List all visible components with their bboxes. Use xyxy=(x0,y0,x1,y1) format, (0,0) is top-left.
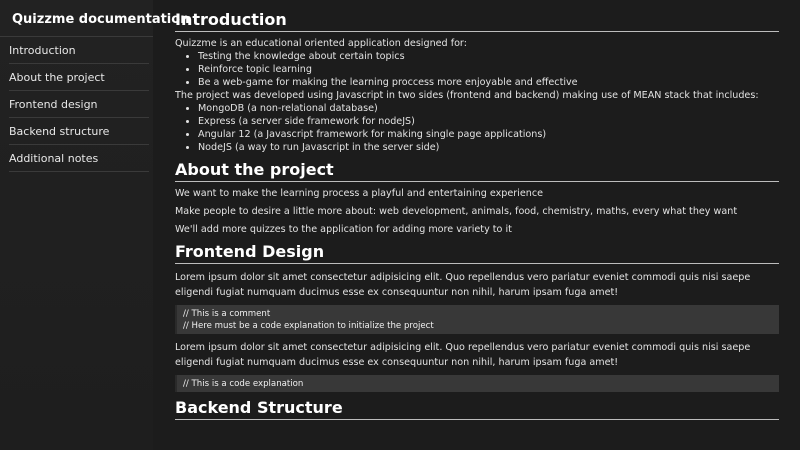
stack-list xyxy=(175,102,779,154)
frontend-title: Frontend Design xyxy=(175,242,779,264)
sidebar-link-backend-structure[interactable]: Backend structure xyxy=(9,125,110,138)
sidebar-item-additional-notes xyxy=(9,145,149,172)
backend-section xyxy=(175,398,779,420)
backend-title: Backend Structure xyxy=(175,398,779,420)
list-item: • NodeJS (a way to run Javascript in the server side) xyxy=(198,141,779,154)
list-item: • Express (a server side framework for nodeJS) xyxy=(198,115,779,128)
lorem-paragraph: Lorem ipsum dolor sit amet consectetur adipisicing elit. Quo repellendus vero pariatur eveniet commodi quis nisi saepe eligendi fugiat numquam ducimus esse ex consequuntur non nihil, harum ipsam fuga amet! xyxy=(175,342,751,368)
code-block xyxy=(175,305,779,334)
purpose-list xyxy=(175,50,779,89)
about-section xyxy=(175,160,779,236)
list-item: • Reinforce topic learning xyxy=(198,63,779,76)
sidebar-nav xyxy=(0,37,153,172)
sidebar-link-about-the-project[interactable]: About the project xyxy=(9,71,105,84)
frontend-section xyxy=(175,242,779,392)
code-block xyxy=(175,375,779,392)
about-line: Make people to desire a little more about: web development, animals, food, chemistry, maths, every what they want xyxy=(175,206,738,217)
introduction-title: Introduction xyxy=(175,10,779,32)
introduction-paragraph: Quizzme is an educational oriented application designed for: xyxy=(175,38,467,49)
about-line: We'll add more quizzes to the application for adding more variety to it xyxy=(175,224,512,235)
list-item: • Angular 12 (a Javascript framework for making single page applications) xyxy=(198,128,779,141)
lorem-paragraph: Lorem ipsum dolor sit amet consectetur adipisicing elit. Quo repellendus vero pariatur eveniet commodi quis nisi saepe eligendi fugiat numquam ducimus esse ex consequuntur non nihil, harum ipsam fuga amet! xyxy=(175,272,751,298)
about-line: We want to make the learning process a playful and entertaining experience xyxy=(175,188,544,199)
sidebar-link-frontend-design[interactable]: Frontend design xyxy=(9,98,98,111)
list-item: • Testing the knowledge about certain topics xyxy=(198,50,779,63)
code-line: // Here must be a code explanation to initialize the project xyxy=(183,321,434,331)
sidebar-item-frontend-design xyxy=(9,91,149,118)
sidebar-link-introduction[interactable]: Introduction xyxy=(9,44,76,57)
main-content xyxy=(175,0,779,450)
code-line: // This is a code explanation xyxy=(183,379,304,389)
code-line: // This is a comment xyxy=(183,309,271,319)
about-title: About the project xyxy=(175,160,779,182)
list-item: • Be a web-game for making the learning proccess more enjoyable and effective xyxy=(198,76,779,89)
sidebar-item-about-the-project xyxy=(9,64,149,91)
sidebar-item-backend-structure xyxy=(9,118,149,145)
sidebar xyxy=(0,0,190,450)
list-item: • MongoDB (a non-relational database) xyxy=(198,102,779,115)
sidebar-item-introduction xyxy=(9,37,149,64)
sidebar-link-additional-notes[interactable]: Additional notes xyxy=(9,152,99,165)
introduction-section xyxy=(175,10,779,154)
stack-paragraph: The project was developed using Javascript in two sides (frontend and backend) making use of MEAN stack that includes: xyxy=(175,90,759,101)
sidebar-title: Quizzme documentation xyxy=(0,0,153,37)
